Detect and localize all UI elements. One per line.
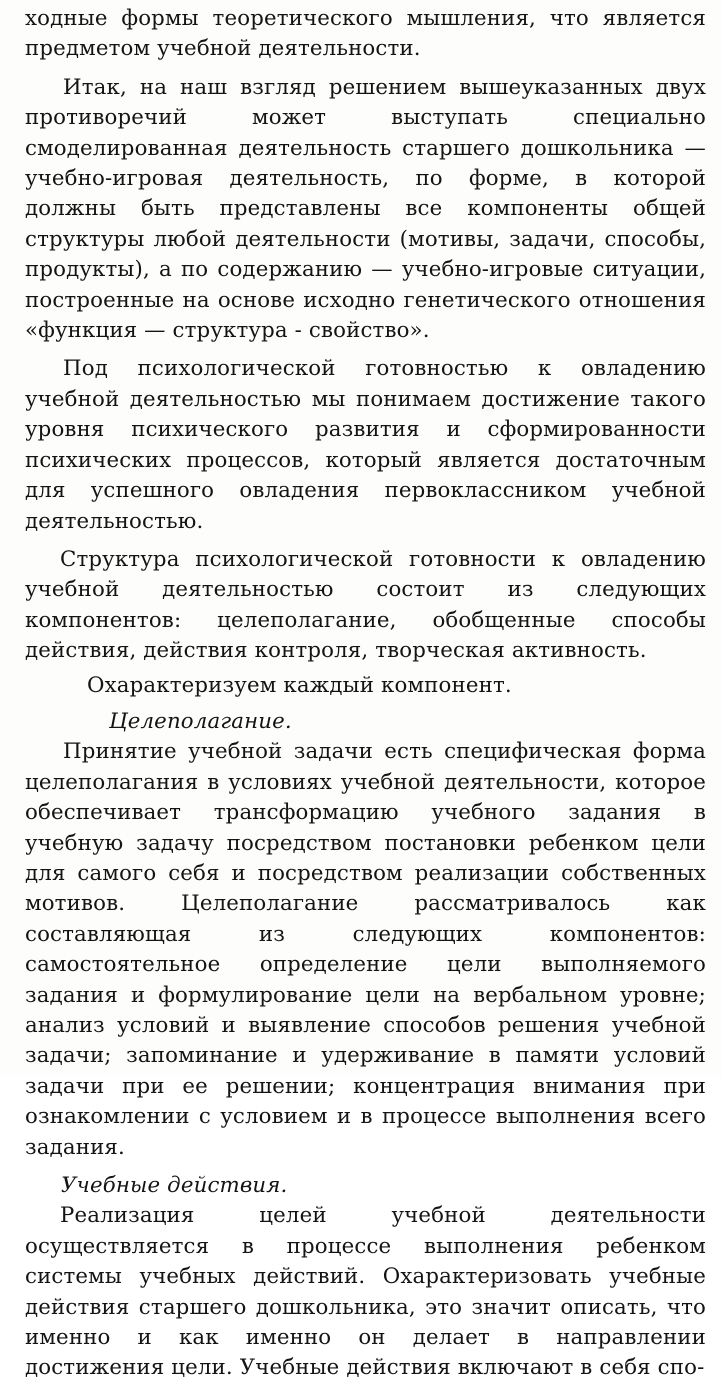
- section-heading-learning-actions: Учебные действия.: [61, 1173, 288, 1199]
- section-heading-goal-setting: Целеполагание.: [109, 708, 292, 734]
- paragraph-readiness-structure: Структура психологической готовности к овладению учебной деятельностью состоит из следующих компонентов: целеполагание, обобщенные способы действия, действия контроля, творческая активность.: [25, 546, 706, 664]
- paragraph-learning-actions: Реализация целей учебной деятельности осуществляется в процессе выполнения ребенком системы учебных действий. Охарактеризовать учебные действия старшего дошкольника, это значит описать, что именно и как именно он делает в направлении достижения цели. Учебные действия включают в себя спо-: [25, 1203, 706, 1381]
- paragraph-goal-setting: Принятие учебной задачи есть специфическая форма целеполагания в условиях учебной деятельности, которое обеспечивает трансформацию учебного задания в учебную задачу посредством постановки ребенком цели для самого себя и посредством реализации собственных мотивов. Целеполагание рассматривалось как составляющая из следующих компонентов: самостоятельное определение цели выполняемого задания и формулирование цели на вербальном уровне; анализ условий и выявление способов решения учебной задачи; запоминание и удерживание в памяти условий задачи при ее решении; концентрация внимания при ознакомлении с условием и в процессе выполнения всего задания.: [25, 739, 706, 1160]
- paragraph-characterize: Охарактеризуем каждый компонент.: [87, 672, 512, 698]
- paragraph-readiness-definition: Под психологической готовностью к овладению учебной деятельностью мы понимаем достижение такого уровня психического развития и сформированности психических процессов, который является достаточным для успешного овладения первоклассником учебной деятельностью.: [25, 356, 706, 534]
- paragraph-continuation: ходные формы теоретического мышления, что является предметом учебной деятельности.: [25, 6, 706, 62]
- paragraph-contradictions: Итак, на наш взгляд решением вышеуказанных двух противоречий может выступать специально смоделированная деятельность старшего дошкольника — учебно-игровая деятельность, по форме, в которой должны быть представлены все компоненты общей структуры любой деятельности (мотивы, задачи, способы, продукты), а по содержанию — учебно-игровые ситуации, построенные на основе исходно генетического отношения «функция — структура - свойство».: [25, 74, 706, 344]
